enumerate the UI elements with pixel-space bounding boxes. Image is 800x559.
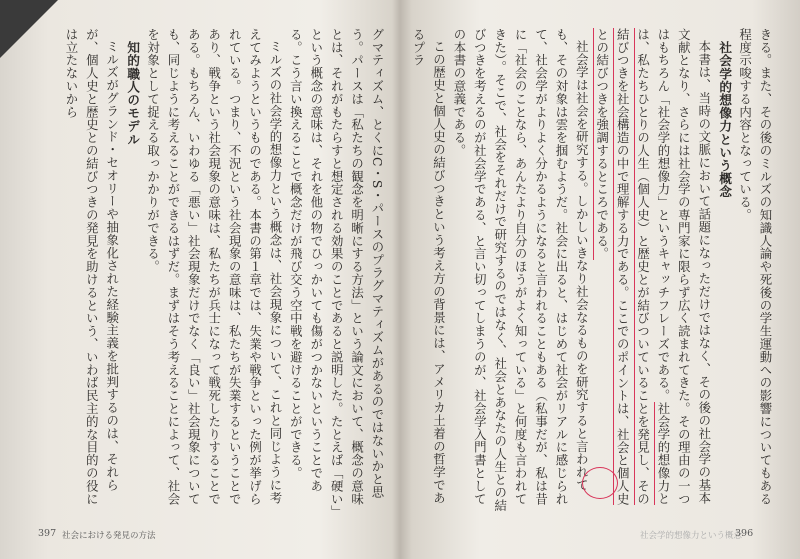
handwritten-circle-mark <box>582 467 618 499</box>
paragraph <box>591 28 713 514</box>
highlighted-text: 社会学的想像力とは、私たちひとりの人生（個人史）と歴史とが結びついていることを発見し、その結びつきを社会構造の中で理解する力である。 <box>615 28 671 506</box>
page-number-right: 396 <box>735 528 754 539</box>
section-heading: 社会学的想像力という概念 <box>717 40 733 198</box>
paragraph: グマティズム、とくにC・S・パースのプラグマティズムがあるのではないかと思う。パースは「私たちの観念を明晰にする方法」という論文において、概念の意味とは、それがもたらすと想定される効果のことであると説明した。たとえば「硬い」という概念の意味は、それを他の物でひっかいても傷がつかないということである。こう言い換えることで概念だけが飛び交う空中戦を避けることができる。 <box>288 28 385 512</box>
paragraph: ミルズがグランド・セオリーや抽象化された経験主義を批判するのは、それらが、個人史と歴史との結びつきの発見を助けるという、いわば民主的な目的の役には立たないから <box>63 28 120 506</box>
right-page <box>410 28 775 514</box>
paragraph-text: 本書は、当時の文脈において話題になっただけではなく、その後の社会学の基本文献となり、さらには社会学の専門家に限らず広く読まれてきた。その理由の一つはもちろん「社会学的想像力」というキャッチフレーズである。 <box>655 28 712 506</box>
paragraph: この歴史と個人史の結びつきという考え方の背景には、アメリカ土着の哲学であるプラ <box>411 28 447 505</box>
running-head-right: 社会学的想像力という概念 <box>640 531 743 541</box>
running-head-left: 社会における発見の方法 <box>62 531 156 541</box>
section-heading: 知的職人のモデル <box>125 40 141 146</box>
left-page-text <box>42 28 387 514</box>
paragraph: きる。また、その後のミルズの知識人論や死後の学生運動への影響についてもある程度示唆する内容となっている。 <box>737 28 773 506</box>
paragraph: 社会学は社会を研究する。しかしいきなり社会なるものを研究すると言われても、その対象は雲を掴むようだ。社会に出ると、はじめて社会がリアルに感じられて、社会学がよりよく分かるようになると言われることもある（私事だが、私は昔に「社会のことなら、あんたより自分のほうがよく知っている」と何度も言われてきた）。そこで、社会をそれだけで研究するのではなく、社会とあなたの人生との結びつきを考えるのが社会学である、と言い切ってしまうのが、社会学入門書としての本書の意義である。 <box>451 28 590 512</box>
highlighted-text: ここでのポイントは、社会と個人史との結びつきを強調するところである。 <box>594 28 631 506</box>
paragraph: ミルズの社会学的想像力という概念は、社会現象について、これと同じように考えてみようというものである。本書の第１章では、失業や戦争といった例が挙げられている。つまり、不況という社会現象の意味は、私たちが失業するということであり、戦争という社会現象の意味は、私たちが兵士になって戦死したりすることである。もちろん、いわゆる「悪い」社会現象だけでなく「良い」社会現象についても、同じように考えることができるはずだ。まずはそう考えることによって、社会を対象として捉える取っかかりができる。 <box>145 28 283 506</box>
page-number-left: 397 <box>38 528 57 539</box>
left-page <box>42 28 387 514</box>
right-page-text <box>410 28 775 514</box>
